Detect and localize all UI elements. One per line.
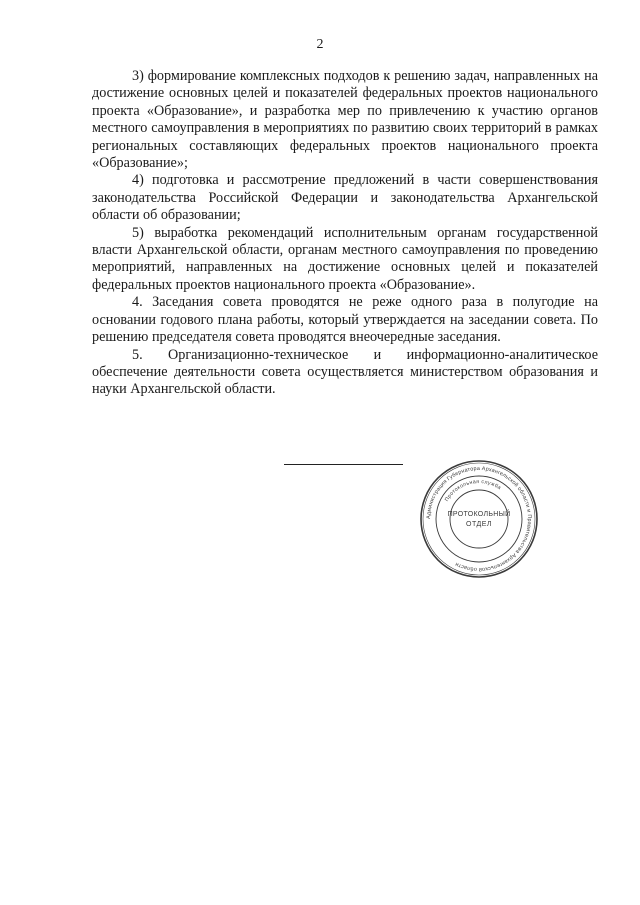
end-divider-line (284, 464, 403, 465)
stamp-inner-ring-text: Протокольная служба (444, 478, 503, 503)
stamp-center-line-2: ОТДЕЛ (466, 521, 492, 528)
paragraph-section-4: 4. Заседания совета проводятся не реже одного раза в полугодие на основании годового плана работы, который утверждается на заседании совета. По решению председателя совета проводятся внеочередные заседания. (92, 294, 598, 346)
stamp-outer-ring-text: Администрация Губернатора Архангельской области и Правительства Архангельской области (425, 465, 533, 573)
stamp-seal-graphic (418, 458, 540, 580)
stamp-center-line-1: ПРОТОКОЛЬНЫЙ (447, 511, 511, 518)
paragraph-section-5: 5. Организационно-техническое и информационно-аналитическое обеспечение деятельности совета осуществляется министерством образования и науки Архангельской области. (92, 346, 598, 398)
paragraph-item-4: 4) подготовка и рассмотрение предложений в части совершенствования законодательства Российской Федерации и законодательства Архангельской области об образовании; (92, 172, 598, 224)
document-body (92, 68, 598, 399)
paragraph-item-3: 3) формирование комплексных подходов к решению задач, направленных на достижение основных целей и показателей федеральных проектов национального проекта «Образование», и разработка мер по привлечению к участию органов местного самоуправления в мероприятиях по развитию своих территорий в рамках региональных составляющих федеральных проектов национального проекта «Образование»; (92, 68, 598, 172)
paragraph-item-5: 5) выработка рекомендаций исполнительным органам государственной власти Архангельской области, органам местного самоуправления по проведению мероприятий, направленных на достижение основных целей и показателей федеральных проектов национального проекта «Образование». (92, 224, 598, 293)
page-number: 2 (316, 37, 324, 52)
official-stamp-seal (418, 458, 540, 580)
